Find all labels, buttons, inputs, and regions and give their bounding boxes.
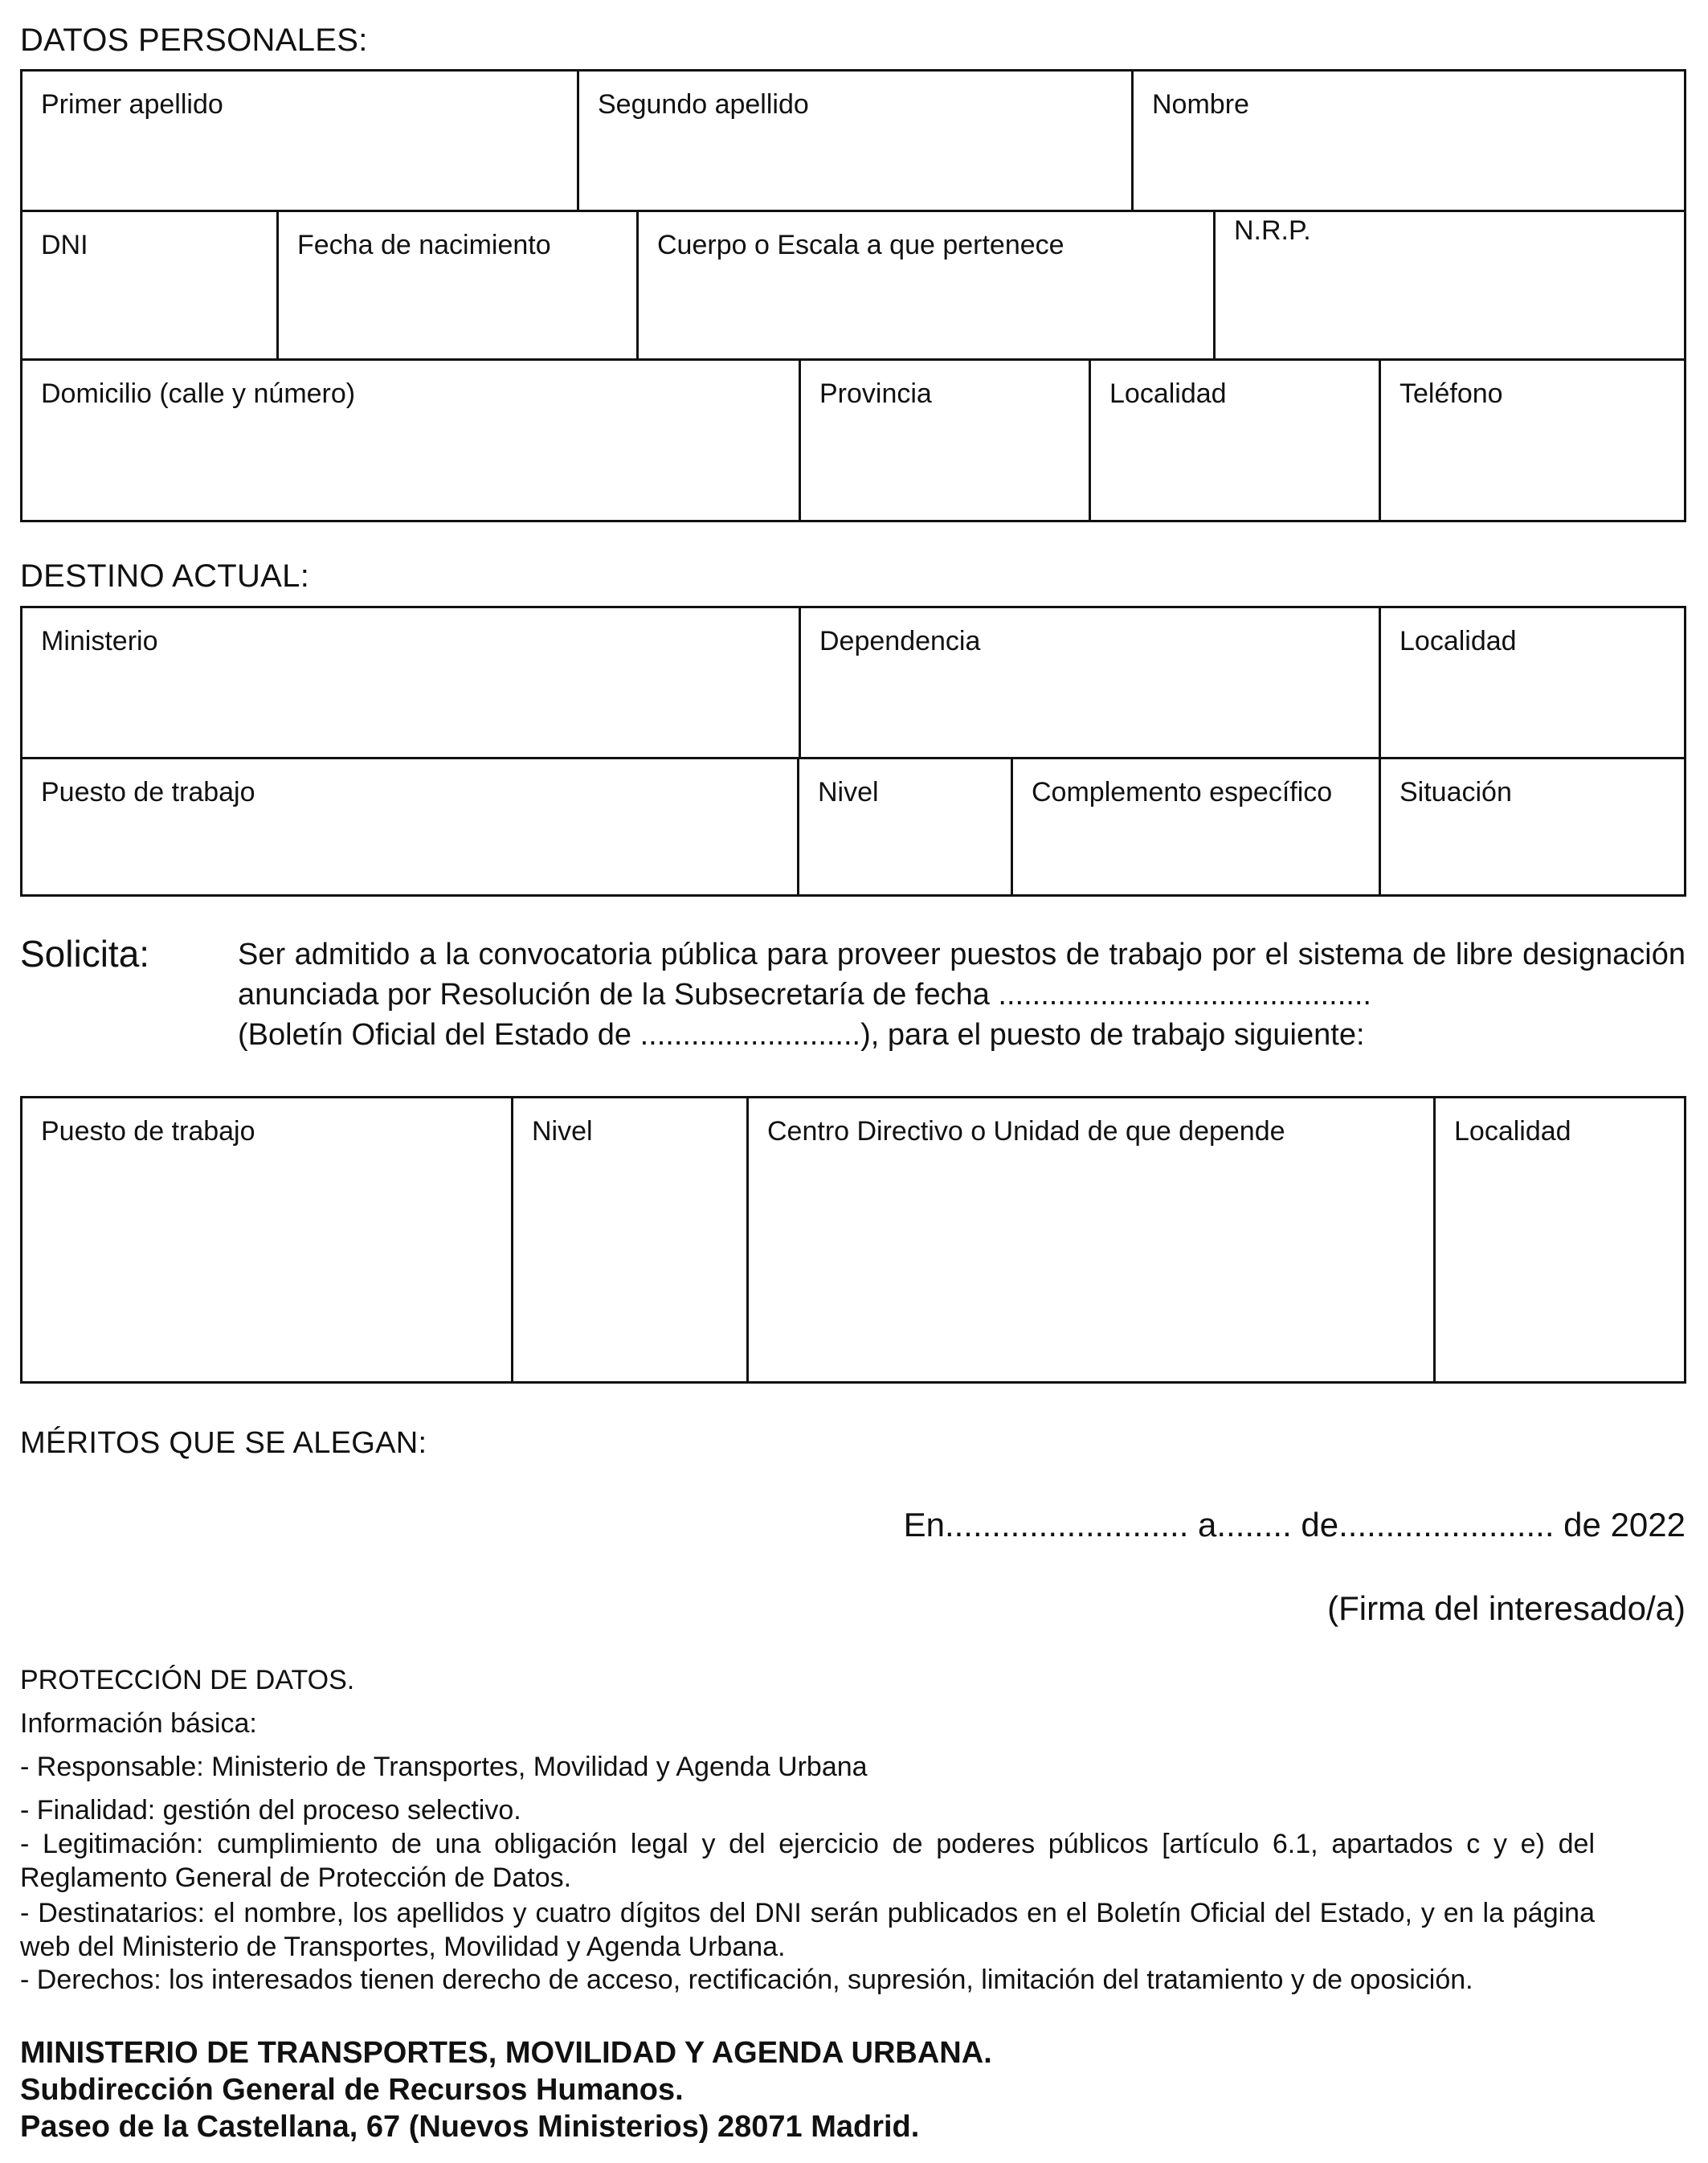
- complemento-field[interactable]: [1011, 759, 1379, 894]
- primer-apellido-field[interactable]: [22, 72, 577, 210]
- ministerio-label: Ministerio: [41, 626, 158, 656]
- footer-ministerio: MINISTERIO DE TRANSPORTES, MOVILIDAD Y AGENDA URBANA.: [20, 2036, 992, 2070]
- nivel-solicitado-field[interactable]: [511, 1098, 746, 1381]
- puesto-actual-field[interactable]: [22, 759, 797, 894]
- footer-direccion: Paseo de la Castellana, 67 (Nuevos Ministerios) 28071 Madrid.: [20, 2110, 920, 2144]
- proteccion-finalidad: - Finalidad: gestión del proceso selectivo.: [20, 1795, 521, 1826]
- destino-actual-heading: DESTINO ACTUAL:: [20, 558, 310, 594]
- localidad-label: Localidad: [1109, 378, 1227, 409]
- ministerio-field[interactable]: [22, 608, 799, 757]
- localidad-solicitada-label: Localidad: [1454, 1116, 1571, 1147]
- provincia-label: Provincia: [819, 378, 932, 409]
- fecha-firma-line: En.......................... a........ de....................... de 2022: [903, 1506, 1686, 1544]
- proteccion-legitimacion: - Legitimación: cumplimiento de una obligación legal y del ejercicio de poderes públicos [artículo 6.1, apartados c y e) del Reglamento General de Protección de Datos.: [20, 1829, 1595, 1893]
- footer-subdireccion: Subdirección General de Recursos Humanos.: [20, 2073, 684, 2107]
- datos-personales-table: [20, 69, 1686, 522]
- localidad-field[interactable]: [1089, 361, 1379, 520]
- proteccion-title: PROTECCIÓN DE DATOS.: [20, 1665, 355, 1695]
- destino-actual-row-1: [22, 608, 1684, 757]
- puesto-solicitado-label: Puesto de trabajo: [41, 1116, 255, 1147]
- complemento-label: Complemento específico: [1032, 777, 1333, 808]
- dependencia-field[interactable]: [799, 608, 1379, 757]
- puesto-solicitado-row: [22, 1098, 1684, 1381]
- nrp-label: N.R.P.: [1234, 215, 1311, 246]
- situacion-label: Situación: [1399, 777, 1512, 808]
- proteccion-destinatarios: - Destinatarios: el nombre, los apellidos y cuatro dígitos del DNI serán publicados en el Boletín Oficial del Estado, y en la página web del Ministerio de Transportes, Movilidad y Agenda Urbana.: [20, 1898, 1595, 1962]
- nivel-actual-field[interactable]: [797, 759, 1011, 894]
- datos-personales-heading: DATOS PERSONALES:: [20, 22, 368, 58]
- telefono-field[interactable]: [1379, 361, 1684, 520]
- fecha-nacimiento-label: Fecha de nacimiento: [297, 230, 551, 260]
- segundo-apellido-field[interactable]: [577, 72, 1131, 210]
- domicilio-label: Domicilio (calle y número): [41, 378, 356, 409]
- destino-actual-table: [20, 606, 1686, 897]
- firma-label: (Firma del interesado/a): [1327, 1589, 1686, 1627]
- datos-personales-row-1: [22, 72, 1684, 210]
- destino-actual-row-2: [22, 757, 1684, 894]
- solicita-dots: ............................................: [998, 978, 1371, 1012]
- centro-directivo-label: Centro Directivo o Unidad de que depende: [767, 1116, 1285, 1147]
- solicita-text-part1: Ser admitido a la convocatoria pública para proveer puestos de trabajo por el sistema de libre designación anunciada por Resolución de la Subsecretaría de fecha: [238, 938, 1686, 1012]
- domicilio-field[interactable]: [22, 361, 799, 520]
- proteccion-info: Información básica:: [20, 1708, 257, 1739]
- telefono-label: Teléfono: [1399, 378, 1503, 409]
- datos-personales-row-2: [22, 210, 1684, 358]
- segundo-apellido-label: Segundo apellido: [598, 89, 809, 120]
- puesto-solicitado-field[interactable]: [22, 1098, 511, 1381]
- dependencia-label: Dependencia: [819, 626, 981, 656]
- solicita-text-part2: (Boletín Oficial del Estado de ..........................), para el puesto de trabajo siguiente:: [238, 1018, 1365, 1052]
- solicita-label: Solicita:: [20, 933, 150, 975]
- cuerpo-escala-field[interactable]: [636, 212, 1213, 358]
- solicita-paragraph: [238, 934, 1686, 1055]
- dni-field[interactable]: [22, 212, 276, 358]
- provincia-field[interactable]: [799, 361, 1089, 520]
- puesto-solicitado-table: [20, 1096, 1686, 1384]
- destino-localidad-field[interactable]: [1379, 608, 1684, 757]
- nombre-label: Nombre: [1152, 89, 1249, 120]
- nivel-actual-label: Nivel: [818, 777, 879, 808]
- destino-localidad-label: Localidad: [1399, 626, 1517, 656]
- proteccion-responsable: - Responsable: Ministerio de Transportes, Movilidad y Agenda Urbana: [20, 1752, 868, 1782]
- nrp-field[interactable]: [1213, 212, 1684, 358]
- fecha-nacimiento-field[interactable]: [276, 212, 636, 358]
- centro-directivo-field[interactable]: [746, 1098, 1433, 1381]
- meritos-heading: MÉRITOS QUE SE ALEGAN:: [20, 1426, 427, 1460]
- nombre-field[interactable]: [1131, 72, 1684, 210]
- cuerpo-escala-label: Cuerpo o Escala a que pertenece: [657, 230, 1064, 260]
- puesto-actual-label: Puesto de trabajo: [41, 777, 255, 808]
- dni-label: DNI: [41, 230, 88, 260]
- proteccion-derechos: - Derechos: los interesados tienen derecho de acceso, rectificación, supresión, limitación del tratamiento y de oposición.: [20, 1965, 1473, 1995]
- datos-personales-row-3: [22, 358, 1684, 520]
- nivel-solicitado-label: Nivel: [532, 1116, 593, 1147]
- situacion-field[interactable]: [1379, 759, 1684, 894]
- localidad-solicitada-field[interactable]: [1433, 1098, 1684, 1381]
- primer-apellido-label: Primer apellido: [41, 89, 223, 120]
